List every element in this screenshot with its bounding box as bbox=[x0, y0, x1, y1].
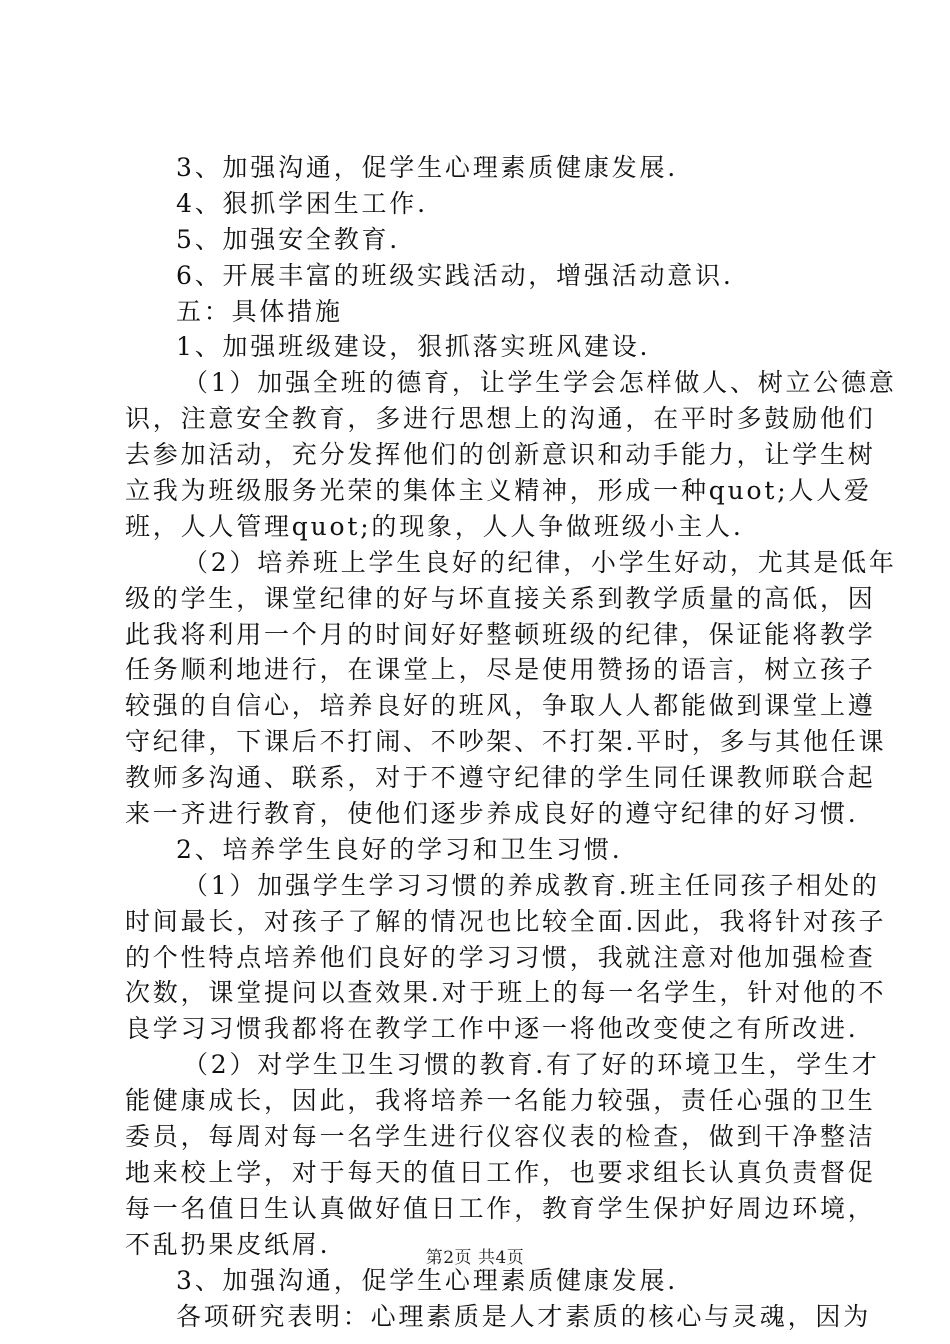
text-line: （1）加强全班的德育，让学生学会怎样做人、树立公德意 bbox=[183, 368, 897, 398]
text-line: 守纪律，下课后不打闹、不吵架、不打架.平时，多与其他任课 bbox=[125, 727, 887, 757]
text-line: 时间最长，对孩子了解的情况也比较全面.因此，我将针对孩子 bbox=[125, 906, 887, 936]
document-body bbox=[125, 150, 897, 1334]
text-line: 去参加活动，充分发挥他们的创新意识和动手能力，让学生树 bbox=[125, 440, 876, 470]
text-line: 能健康成长，因此，我将培养一名能力较强，责任心强的卫生 bbox=[125, 1086, 876, 1116]
text-line: 级的学生，课堂纪律的好与坏直接关系到教学质量的高低，因 bbox=[125, 583, 876, 613]
text-line: 良学习习惯我都将在教学工作中逐一将他改变使之有所改进. bbox=[125, 1014, 859, 1044]
text-line: 6、开展丰富的班级实践活动，增强活动意识. bbox=[176, 260, 734, 290]
text-line: 5、加强安全教育. bbox=[176, 224, 401, 254]
text-line: 班，人人管理quot;的现象，人人争做班级小主人. bbox=[125, 511, 744, 541]
text-line: 的个性特点培养他们良好的学习习惯，我就注意对他加强检查 bbox=[125, 942, 876, 972]
text-line: 委员，每周对每一名学生进行仪容仪表的检查，做到干净整洁 bbox=[125, 1122, 876, 1152]
text-line: 4、狠抓学困生工作. bbox=[176, 188, 428, 218]
text-line: 五：具体措施 bbox=[176, 296, 343, 326]
text-line: （1）加强学生学习习惯的养成教育.班主任同孩子相处的 bbox=[183, 870, 880, 900]
text-line: 立我为班级服务光荣的集体主义精神，形成一种quot;人人爱 bbox=[125, 476, 872, 506]
text-line: 每一名值日生认真做好值日工作，教育学生保护好周边环境， bbox=[125, 1193, 876, 1223]
text-line: 2、培养学生良好的学习和卫生习惯. bbox=[176, 834, 623, 864]
text-line: 1、加强班级建设，狠抓落实班风建设. bbox=[176, 332, 651, 362]
text-line: 此我将利用一个月的时间好好整顿班级的纪律，保证能将教学 bbox=[125, 619, 876, 649]
text-line: 不乱扔果皮纸屑. bbox=[125, 1229, 331, 1259]
page-footer: 第2页 共4页 bbox=[425, 1248, 525, 1268]
text-line: 较强的自信心，培养良好的班风，争取人人都能做到课堂上遵 bbox=[125, 691, 876, 721]
text-line: 3、加强沟通，促学生心理素质健康发展. bbox=[176, 1265, 679, 1295]
text-line: 地来校上学，对于每天的值日工作，也要求组长认真负责督促 bbox=[125, 1157, 876, 1187]
text-line: 来一齐进行教育，使他们逐步养成良好的遵守纪律的好习惯. bbox=[125, 799, 859, 829]
text-line: （2）对学生卫生习惯的教育.有了好的环境卫生，学生才 bbox=[183, 1050, 880, 1080]
text-line: 次数，课堂提问以查效果.对于班上的每一名学生，针对他的不 bbox=[125, 978, 887, 1008]
text-line: 各项研究表明：心理素质是人才素质的核心与灵魂，因为 bbox=[176, 1301, 872, 1331]
text-line: 识，注意安全教育，多进行思想上的沟通，在平时多鼓励他们 bbox=[125, 404, 876, 434]
text-line: 教师多沟通、联系，对于不遵守纪律的学生同任课教师联合起 bbox=[125, 763, 876, 793]
text-line: 3、加强沟通，促学生心理素质健康发展. bbox=[176, 153, 679, 182]
text-line: 任务顺利地进行，在课堂上，尽是使用赞扬的语言，树立孩子 bbox=[125, 655, 876, 685]
text-line: （2）培养班上学生良好的纪律，小学生好动，尤其是低年 bbox=[183, 547, 897, 577]
